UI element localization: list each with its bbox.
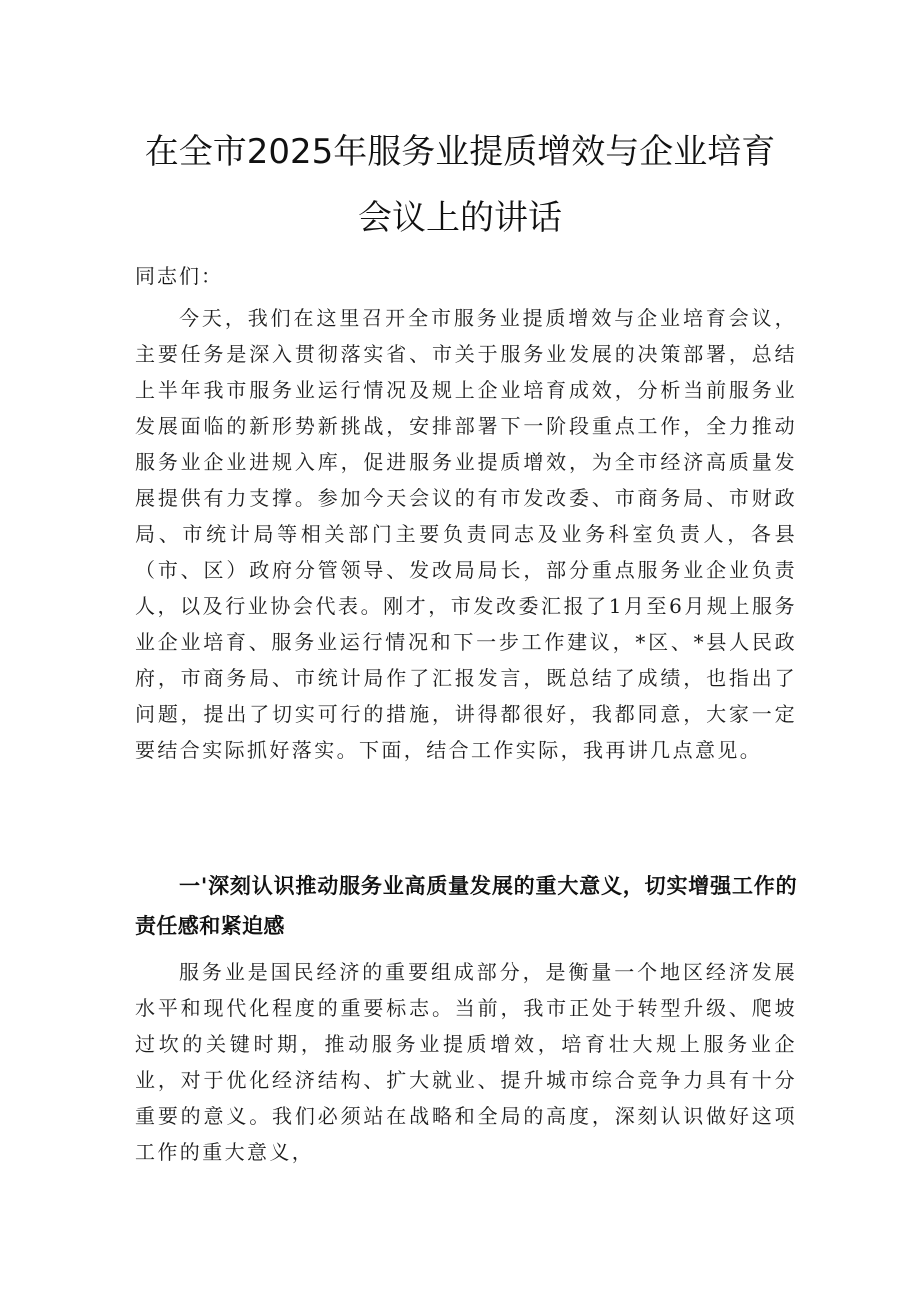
document-title-line-1: 在全市2025年服务业提质增效与企业培育 bbox=[144, 132, 776, 172]
document-title-line-2: 会议上的讲话 bbox=[358, 198, 562, 238]
opening-paragraph: 今天，我们在这里召开全市服务业提质增效与企业培育会议，主要任务是深入贯彻落实省、市关于服务业发展的决策部署，总结上半年我市服务业运行情况及规上企业培育成效，分析当前服务业发展面临的新形势新挑战，安排部署下一阶段重点工作，全力推动服务业企业进规入库，促进服务业提质增效，为全市经济高质量发展提供有力支撑。参加今天会议的有市发改委、市商务局、市财政局、市统计局等相关部门主要负责同志及业务科室负责人，各县（市、区）政府分管领导、发改局局长，部分重点服务业企业负责人，以及行业协会代表。刚才，市发改委汇报了1月至6月规上服务业企业培育、服务业运行情况和下一步工作建议，*区、*县人民政府，市商务局、市统计局作了汇报发言，既总结了成绩，也指出了问题，提出了切实可行的措施，讲得都很好，我都同意，大家一定要结合实际抓好落实。下面，结合工作实际，我再讲几点意见。 bbox=[135, 306, 797, 762]
section-heading-1: 一'深刻认识推动服务业高质量发展的重大意义，切实增强工作的责任感和紧迫感 bbox=[135, 874, 797, 938]
salutation: 同志们： bbox=[135, 264, 223, 288]
section-1-paragraph: 服务业是国民经济的重要组成部分，是衡量一个地区经济发展水平和现代化程度的重要标志。当前，我市正处于转型升级、爬坡过坎的关键时期，推动服务业提质增效，培育壮大规上服务业企业，对于优化经济结构、扩大就业、提升城市综合竞争力具有十分重要的意义。我们必须站在战略和全局的高度，深刻认识做好这项工作的重大意义， bbox=[135, 960, 797, 1164]
